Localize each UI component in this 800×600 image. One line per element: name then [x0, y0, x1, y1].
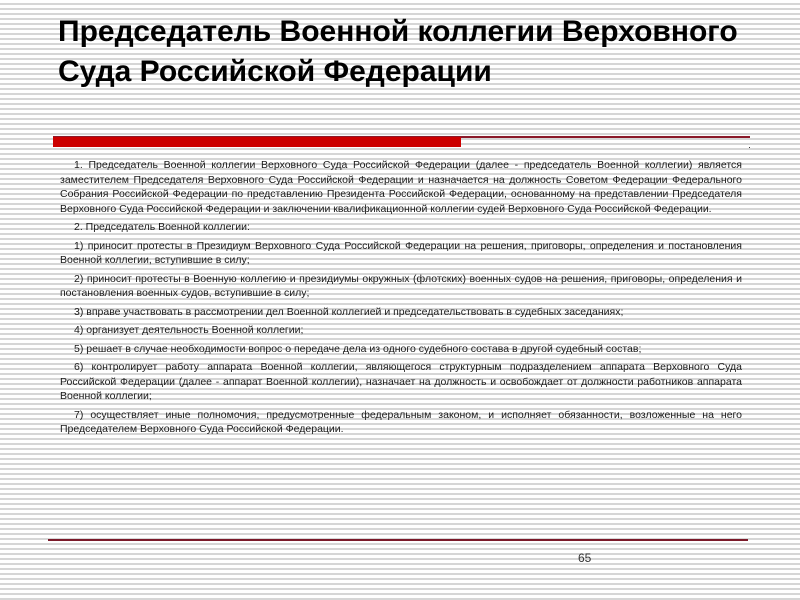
paragraph-2: 2. Председатель Военной коллегии:: [74, 221, 250, 233]
list-item-2: 2) приносит протесты в Военную коллегию и президиумы окружных (флотских) военных судов на решения, приговоры, определения и постановления военных судов, вступившие в силу;: [60, 272, 742, 299]
slide-title: Председатель Военной коллегии Верховного Суда Российской Федерации: [58, 15, 738, 88]
list-item-7: 7) осуществляет иные полномочия, предусмотренные федеральным законом, и исполняет обязанности, возложенные на него Председателем Верховного Суда Российской Федерации.: [60, 408, 742, 435]
list-item-3: 3) вправе участвовать в рассмотрении дел Военной коллегией и председательствовать в судебных заседаниях;: [74, 305, 624, 318]
slide-body: [60, 158, 742, 441]
decorative-dot: [749, 147, 750, 148]
list-item-6: 6) контролирует работу аппарата Военной коллегии, являющегося структурным подразделением аппарата Верховного Суда Российской Федерации (далее - аппарат Военной коллегии), назначает на должность и освобождает от должности работников аппарата Военной коллегии;: [60, 361, 742, 402]
paragraph-1: 1. Председатель Военной коллегии Верховного Суда Российской Федерации (далее - председатель Военной коллегии) является заместителем Председателя Верховного Суда Российской Федерации и назначается на должность Советом Федерации Федерального Собрания Российской Федерации по представлению Президента Российской Федерации, основанному на представлении Председателя Верховного Суда Российской Федерации и заключении квалификационной коллегии судей Верховного Суда Российской Федерации.: [60, 159, 742, 215]
page-number: 65: [578, 551, 592, 565]
title-accent-bar: [53, 137, 461, 147]
list-item-5: 5) решает в случае необходимости вопрос о передаче дела из одного судебного состава в другой судебный состав;: [74, 342, 642, 355]
list-item-1: 1) приносит протесты в Президиум Верховного Суда Российской Федерации на решения, приговоры, определения и постановления Военной коллегии, вступившие в силу;: [60, 239, 742, 266]
list-item-4: 4) организует деятельность Военной коллегии;: [74, 324, 304, 336]
footer-divider: [48, 539, 748, 541]
